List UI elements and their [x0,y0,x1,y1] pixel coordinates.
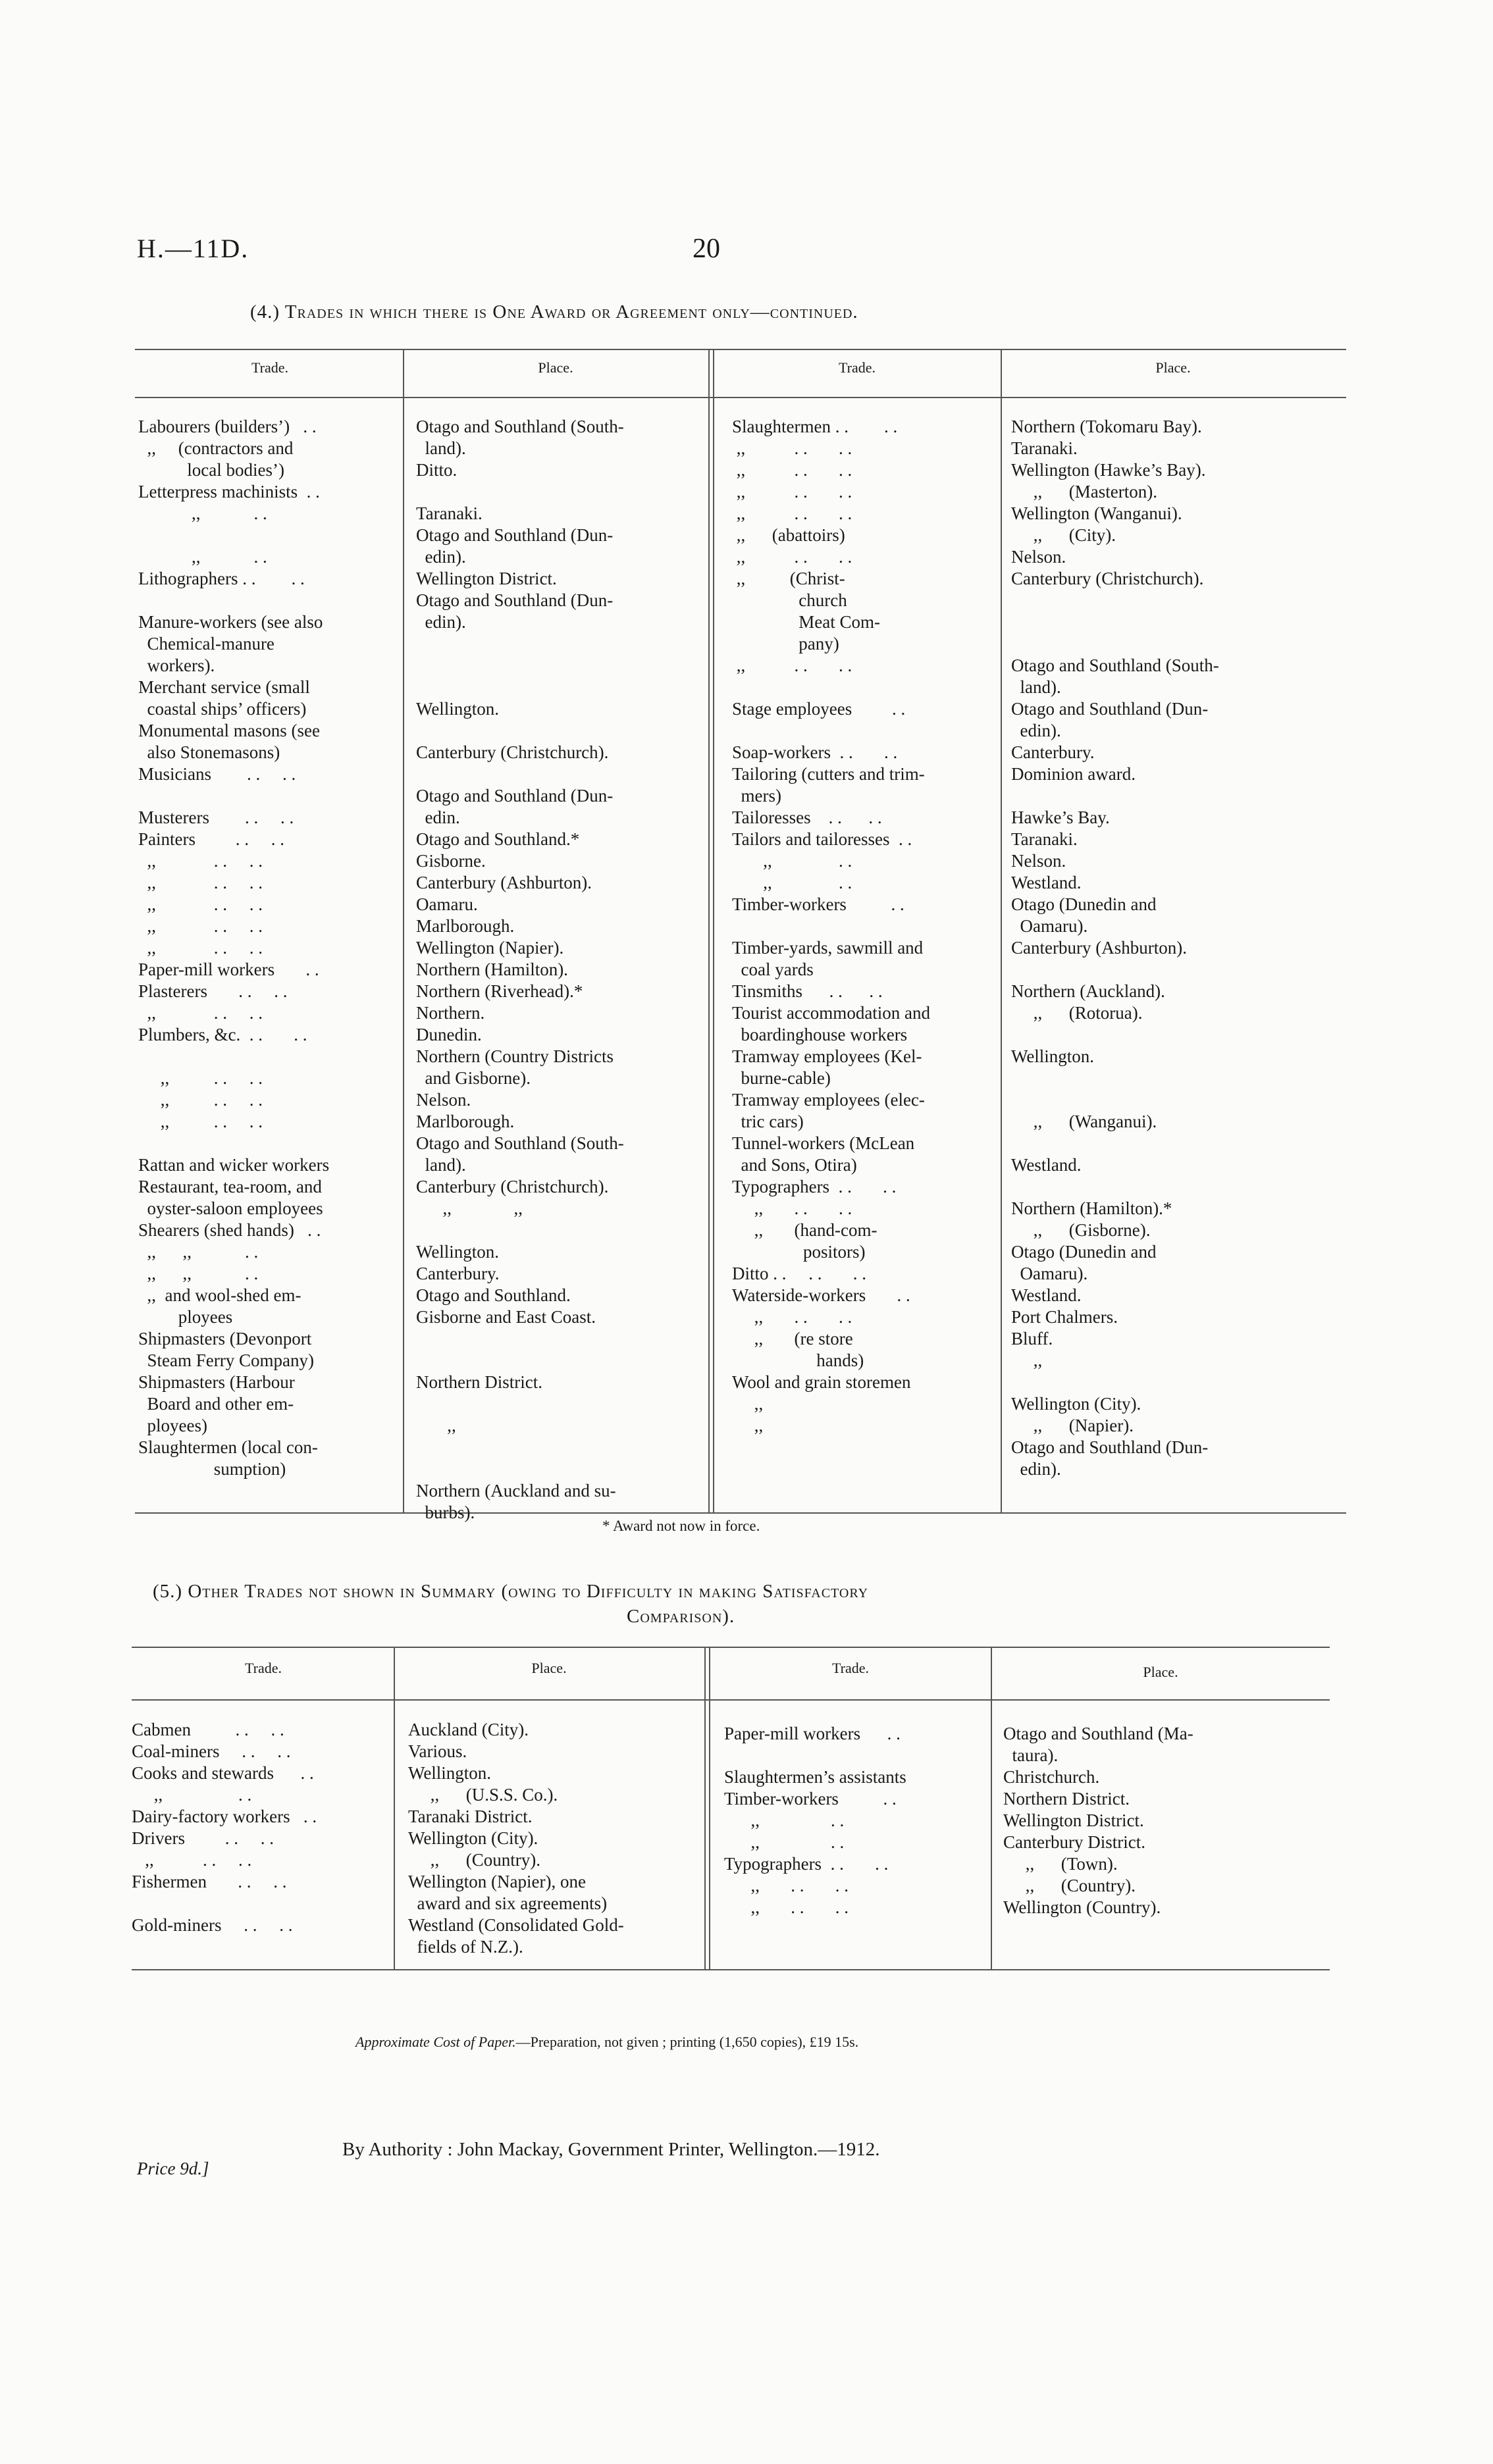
table-cell-line: Otago (Dunedin and [1011,1242,1157,1262]
table-cell-line [1011,590,1344,611]
table-cell-line: Gisborne and East Coast. [416,1307,596,1327]
s4-header-trade-left: Trade. [251,359,289,376]
table-cell-line: edin). [1011,1459,1061,1479]
table-cell-line: Northern (Tokomaru Bay). [1011,417,1202,436]
table-cell-line: Timber-workers . . [724,1789,897,1809]
table-cell-line [416,720,706,742]
s5-header-trade-right: Trade. [831,1660,870,1676]
section5-vrule-1 [394,1647,395,1969]
table-cell-line: coal yards [732,960,814,979]
table-cell-line: Canterbury (Ashburton). [1011,938,1187,958]
section4-title: (4.) Trades in which there is One Award or Agreement only—continued. [250,301,858,322]
section4-vrule-1 [403,349,404,1512]
table-cell-line: Taranaki District. [408,1807,533,1826]
table-cell-line: Tramway employees (Kel- [732,1046,922,1066]
table-cell-line: Wool and grain storemen [732,1372,911,1392]
table-cell-line: Otago and Southland (Dun- [416,786,614,806]
section4-vrule-3 [713,349,714,1512]
table-cell-line: ,, . . . . [138,851,263,871]
section5-top-rule [132,1647,1330,1648]
table-cell-line: Tunnel-workers (McLean [732,1133,915,1153]
table-cell-line: Northern (Riverhead).* [416,981,583,1001]
table-cell-line [732,720,999,742]
table-cell-line [138,1046,402,1067]
table-cell-line: Tailoresses . . . . [732,808,882,827]
table-cell-line [416,1437,706,1458]
table-cell-line: Wellington (Wanganui). [1011,503,1182,523]
table-cell-line: Shearers (shed hands) . . [138,1220,321,1240]
table-cell-line: ,, ,, . . [138,1264,259,1283]
table-cell-line: Wellington (Hawke’s Bay). [1011,460,1206,480]
table-cell-line [732,915,999,937]
table-cell-line: Slaughtermen (local con- [138,1437,318,1457]
table-cell-line: Tinsmiths . . . . [732,981,883,1001]
table-cell-line: coastal ships’ officers) [138,699,307,719]
table-cell-line: ,, . . . . [138,1112,263,1131]
table-cell-line: ,, [1011,1350,1043,1370]
s5-left-place-column [408,1719,703,1958]
table-cell-line [132,1893,392,1914]
table-cell-line: Board and other em- [138,1394,294,1414]
table-cell-line: ,, . . [132,1785,252,1805]
table-cell-line: Paper-mill workers . . [138,960,319,979]
table-cell-line: land). [416,438,466,458]
table-cell-line: Musicians . . . . [138,764,296,784]
table-cell-line: tric cars) [732,1112,804,1131]
s5-header-place-left: Place. [531,1660,567,1676]
table-cell-line: Wellington (Country). [1003,1897,1161,1917]
table-cell-line: Monumental masons (see [138,721,320,740]
section4-footnote: * Award not now in force. [602,1518,760,1534]
table-cell-line [1011,1133,1344,1154]
s5-left-trade-column [132,1719,392,1936]
table-cell-line [732,677,999,698]
table-cell-line [416,655,706,677]
table-cell-line: ,, and wool-shed em- [138,1285,301,1305]
table-cell-line: Christchurch. [1003,1767,1100,1787]
s4-left-trade-column [138,416,402,1480]
table-cell-line: Letterpress machinists . . [138,482,320,501]
table-cell-line [416,677,706,698]
table-cell-line: Northern. [416,1003,485,1023]
s5-right-place-column [1003,1723,1327,1918]
table-cell-line: ,, [732,1416,764,1435]
table-cell-line: ,, (Masterton). [1011,482,1157,501]
table-cell-line: ,, (re store [732,1329,853,1348]
section4-vrule-4 [1001,349,1002,1512]
table-cell-line: mers) [732,786,781,806]
table-cell-line: Otago and Southland (Dun- [1011,1437,1209,1457]
table-cell-line: Otago and Southland (South- [1011,655,1219,675]
section4-top-rule [135,349,1346,350]
table-cell-line: Otago and Southland (Dun- [416,525,614,545]
table-cell-line [416,1328,706,1350]
table-cell-line: Northern District. [416,1372,542,1392]
table-cell-line: Westland. [1011,873,1082,892]
table-cell-line: taura). [1003,1745,1059,1765]
table-cell-line: Taranaki. [1011,438,1078,458]
table-cell-line: Northern District. [1003,1789,1130,1809]
table-cell-line: Taranaki. [1011,829,1078,849]
table-cell-line: ,, . . . . [138,1090,263,1110]
table-cell-line: Wellington District. [416,569,557,588]
table-cell-line: ,, . . . . [138,916,263,936]
table-cell-line [1011,1176,1344,1198]
price-label: Price 9d.] [137,2159,209,2178]
table-cell-line: ,, . . . . [732,438,852,458]
table-cell-line: Ditto . . . . . . [732,1264,867,1283]
table-cell-line: Marlborough. [416,916,515,936]
table-cell-line: Northern (Hamilton).* [1011,1198,1172,1218]
table-cell-line [138,590,402,611]
table-cell-line: Westland. [1011,1285,1082,1305]
table-cell-line: ,, [416,1416,456,1435]
table-cell-line: ,, (Town). [1003,1854,1118,1874]
table-cell-line: and Sons, Otira) [732,1155,857,1175]
table-cell-line: Otago and Southland (South- [416,1133,624,1153]
table-cell-line [1011,1067,1344,1089]
table-cell-line: ,, (Christ- [732,569,845,588]
table-cell-line: Taranaki. [416,503,483,523]
table-cell-line: ,, (abattoirs) [732,525,845,545]
table-cell-line: Slaughtermen’s assistants [724,1767,906,1787]
table-cell-line [1011,1024,1344,1046]
table-cell-line: boardinghouse workers [732,1025,908,1044]
table-cell-line: ,, . . . . [132,1850,252,1870]
table-cell-line: Restaurant, tea-room, and [138,1177,322,1196]
table-cell-line: oyster-saloon employees [138,1198,323,1218]
table-cell-line: ,, . . . . [138,938,263,958]
table-cell-line: Meat Com- [732,612,880,632]
table-cell-line: Chemical-manure [138,634,275,654]
table-cell-line: ,, [732,1394,764,1414]
table-cell-line: Otago and Southland (Dun- [1011,699,1209,719]
table-cell-line: Paper-mill workers . . [724,1724,901,1743]
table-cell-line: land). [1011,677,1061,697]
s5-header-trade-left: Trade. [244,1660,282,1676]
table-cell-line: Oamaru). [1011,916,1088,936]
table-cell-line: Wellington (City). [1011,1394,1141,1414]
table-cell-line: ,, . . . . [732,547,852,567]
table-cell-line: award and six agreements) [408,1893,608,1913]
table-cell-line: local bodies’) [138,460,284,480]
table-cell-line [416,1393,706,1415]
table-cell-line: sumption) [138,1459,286,1479]
table-cell-line: Oamaru. [416,894,478,914]
table-cell-line: Northern (Hamilton). [416,960,568,979]
table-cell-line: edin). [416,547,466,567]
table-cell-line: Stage employees . . [732,699,906,719]
section5-header-rule [132,1699,1330,1701]
table-cell-line: Otago and Southland (Dun- [416,590,614,610]
table-cell-line: ,, (Wanganui). [1011,1112,1157,1131]
table-cell-line: Canterbury District. [1003,1832,1145,1852]
cost-of-paper-line [355,2034,858,2051]
s5-header-place-right: Place. [1143,1664,1178,1680]
table-cell-line: ,, (contractors and [138,438,294,458]
table-cell-line: Rattan and wicker workers [138,1155,330,1175]
s4-header-place-right: Place. [1155,359,1191,376]
table-cell-line: Otago and Southland. [416,1285,571,1305]
table-cell-line [1011,785,1344,807]
table-cell-line: Wellington. [416,699,500,719]
cost-text: —Preparation, not given ; printing (1,650 copies), £19 15s. [515,2034,859,2050]
table-cell-line: Tramway employees (elec- [732,1090,925,1110]
table-cell-line: Northern (Auckland and su- [416,1481,616,1501]
table-cell-line: Otago and Southland (South- [416,417,624,436]
table-cell-line: Canterbury (Ashburton). [416,873,592,892]
table-cell-line: ,, . . [732,873,852,892]
table-cell-line: Dairy-factory workers . . [132,1807,317,1826]
table-cell-line: ,, . . . . [732,460,852,480]
section4-header-rule [135,397,1346,398]
table-cell-line: Port Chalmers. [1011,1307,1118,1327]
table-cell-line: burbs). [416,1502,475,1522]
section4-vrule-2 [708,349,710,1512]
table-cell-line: Otago (Dunedin and [1011,894,1157,914]
table-cell-line: edin). [1011,721,1061,740]
table-cell-line: and Gisborne). [416,1068,531,1088]
table-cell-line: ,, (Napier). [1011,1416,1134,1435]
table-cell-line: workers). [138,655,215,675]
table-cell-line: ,, . . . . [138,873,263,892]
table-cell-line [138,525,402,546]
table-cell-line: Drivers . . . . [132,1828,274,1848]
table-cell-line: ,, ,, [416,1198,523,1218]
s4-left-place-column [416,416,706,1524]
table-cell-line: Dunedin. [416,1025,482,1044]
table-cell-line: ,, (Gisborne). [1011,1220,1151,1240]
table-cell-line [416,481,706,503]
table-cell-line [1011,959,1344,981]
table-cell-line: ,, . . . . [138,1068,263,1088]
table-cell-line: ,, ,, . . [138,1242,259,1262]
table-cell-line: Soap-workers . . . . [732,742,898,762]
table-cell-line [1011,633,1344,655]
table-cell-line: Bluff. [1011,1329,1053,1348]
table-cell-line: Wellington (City). [408,1828,538,1848]
table-cell-line: Canterbury (Christchurch). [1011,569,1204,588]
table-cell-line: ployees) [138,1416,207,1435]
table-cell-line: Various. [408,1741,467,1761]
table-cell-line [416,633,706,655]
table-cell-line: Otago and Southland (Ma- [1003,1724,1193,1743]
table-cell-line: Auckland (City). [408,1720,529,1739]
table-cell-line: Timber-workers . . [732,894,904,914]
table-cell-line: ,, (U.S.S. Co.). [408,1785,558,1805]
table-cell-line [724,1745,989,1766]
table-cell-line: Westland (Consolidated Gold- [408,1915,624,1935]
table-cell-line: Otago and Southland.* [416,829,580,849]
table-cell-line: hands) [732,1350,864,1370]
table-cell-line [416,1458,706,1480]
table-cell-line: Typographers . . . . [724,1854,889,1874]
table-cell-line: ,, . . [138,503,267,523]
section5-title-line2: Comparison). [627,1606,735,1627]
table-cell-line: ,, (City). [1011,525,1116,545]
section5-bottom-rule [132,1969,1330,1970]
table-cell-line: Slaughtermen . . . . [732,417,898,436]
table-cell-line: Northern (Country Districts [416,1046,614,1066]
table-cell-line: Shipmasters (Harbour [138,1372,295,1392]
table-cell-line: Steam Ferry Company) [138,1350,314,1370]
table-cell-line: Cooks and stewards . . [132,1763,314,1783]
table-cell-line: ,, . . . . [732,503,852,523]
table-cell-line: Plasterers . . . . [138,981,288,1001]
s4-header-place-left: Place. [538,359,573,376]
table-cell-line: ,, (Rotorua). [1011,1003,1143,1023]
table-cell-line: ,, . . [724,1832,845,1852]
table-cell-line: edin). [416,612,466,632]
table-cell-line: Coal-miners . . . . [132,1741,291,1761]
table-cell-line: Wellington. [1011,1046,1095,1066]
table-cell-line: also Stonemasons) [138,742,280,762]
table-cell-line: ,, . . . . [732,655,852,675]
table-cell-line: Plumbers, &c. . . . . [138,1025,307,1044]
table-cell-line: ,, . . [724,1810,845,1830]
table-cell-line [138,785,402,807]
table-cell-line [1011,611,1344,633]
table-cell-line [1011,1089,1344,1111]
table-cell-line [416,763,706,785]
table-cell-line [416,1219,706,1241]
s4-header-trade-right: Trade. [838,359,876,376]
table-cell-line: ,, . . . . [732,482,852,501]
table-cell-line: ,, . . . . [732,1307,852,1327]
table-cell-line [138,1133,402,1154]
table-cell-line: Lithographers . . . . [138,569,305,588]
table-cell-line: Wellington. [416,1242,500,1262]
section4-bottom-rule [135,1512,1346,1514]
table-cell-line: Wellington (Napier), one [408,1872,586,1891]
table-cell-line: fields of N.Z.). [408,1937,523,1957]
table-cell-line: Canterbury (Christchurch). [416,742,609,762]
table-cell-line: Labourers (builders’) . . [138,417,317,436]
table-cell-line: Timber-yards, sawmill and [732,938,924,958]
section5-vrule-2 [704,1647,706,1969]
table-cell-line: Tailoring (cutters and trim- [732,764,925,784]
table-cell-line: Westland. [1011,1155,1082,1175]
table-cell-line: Hawke’s Bay. [1011,808,1110,827]
table-cell-line: burne-cable) [732,1068,831,1088]
section5-title-line1: (5.) Other Trades not shown in Summary (owing to Difficulty in making Satisfactory [153,1581,869,1602]
table-cell-line: church [732,590,847,610]
table-cell-line: Marlborough. [416,1112,515,1131]
table-cell-line: Musterers . . . . [138,808,294,827]
s4-right-place-column [1011,416,1344,1480]
table-cell-line: Tailors and tailoresses . . [732,829,912,849]
table-cell-line: Typographers . . . . [732,1177,897,1196]
section5-vrule-4 [991,1647,992,1969]
table-cell-line: ,, (Country). [408,1850,540,1870]
table-cell-line: Oamaru). [1011,1264,1088,1283]
table-cell-line: ployees [138,1307,233,1327]
table-cell-line: land). [416,1155,466,1175]
table-cell-line: ,, . . [732,851,852,871]
document-series-code: H.—11D. [137,234,249,263]
table-cell-line: Gold-miners . . . . [132,1915,293,1935]
table-cell-line: ,, (Country). [1003,1876,1136,1895]
table-cell-line: edin. [416,808,460,827]
table-cell-line: Manure-workers (see also [138,612,323,632]
table-cell-line: ,, . . . . [732,1198,852,1218]
table-cell-line: pany) [732,634,839,654]
table-cell-line: Ditto. [416,460,458,480]
authority-line: By Authority : John Mackay, Government Printer, Wellington.—1912. [342,2139,880,2160]
table-cell-line: Nelson. [1011,547,1066,567]
table-cell-line: Cabmen . . . . [132,1720,284,1739]
cost-label: Approximate Cost of Paper. [355,2034,516,2050]
table-cell-line: Gisborne. [416,851,486,871]
table-cell-line: Northern (Auckland). [1011,981,1165,1001]
table-cell-line: Tourist accommodation and [732,1003,931,1023]
table-cell-line [416,1350,706,1372]
table-cell-line: Canterbury. [1011,742,1095,762]
table-cell-line: Painters . . . . [138,829,284,849]
table-cell-line [1011,1372,1344,1393]
table-cell-line: ,, . . [138,547,267,567]
table-cell-line: ,, . . . . [724,1876,849,1895]
table-cell-line: Waterside-workers . . [732,1285,910,1305]
table-cell-line: positors) [732,1242,866,1262]
table-cell-line: Fishermen . . . . [132,1872,287,1891]
table-cell-line: ,, . . . . [138,1003,263,1023]
table-cell-line: Nelson. [416,1090,471,1110]
table-cell-line: Wellington. [408,1763,492,1783]
table-cell-line: Dominion award. [1011,764,1136,784]
section5-vrule-3 [709,1647,710,1969]
table-cell-line: Nelson. [1011,851,1066,871]
table-cell-line: Canterbury. [416,1264,500,1283]
s4-right-trade-column [732,416,999,1437]
table-cell-line: ,, . . . . [724,1897,849,1917]
page-number: 20 [693,234,720,264]
table-cell-line: ,, . . . . [138,894,263,914]
table-cell-line: Wellington District. [1003,1810,1144,1830]
table-cell-line: Canterbury (Christchurch). [416,1177,609,1196]
table-cell-line: ,, (hand-com- [732,1220,877,1240]
table-cell-line: Merchant service (small [138,677,310,697]
table-cell-line: Wellington (Napier). [416,938,564,958]
s5-right-trade-column [724,1723,989,1918]
table-cell-line: Shipmasters (Devonport [138,1329,312,1348]
